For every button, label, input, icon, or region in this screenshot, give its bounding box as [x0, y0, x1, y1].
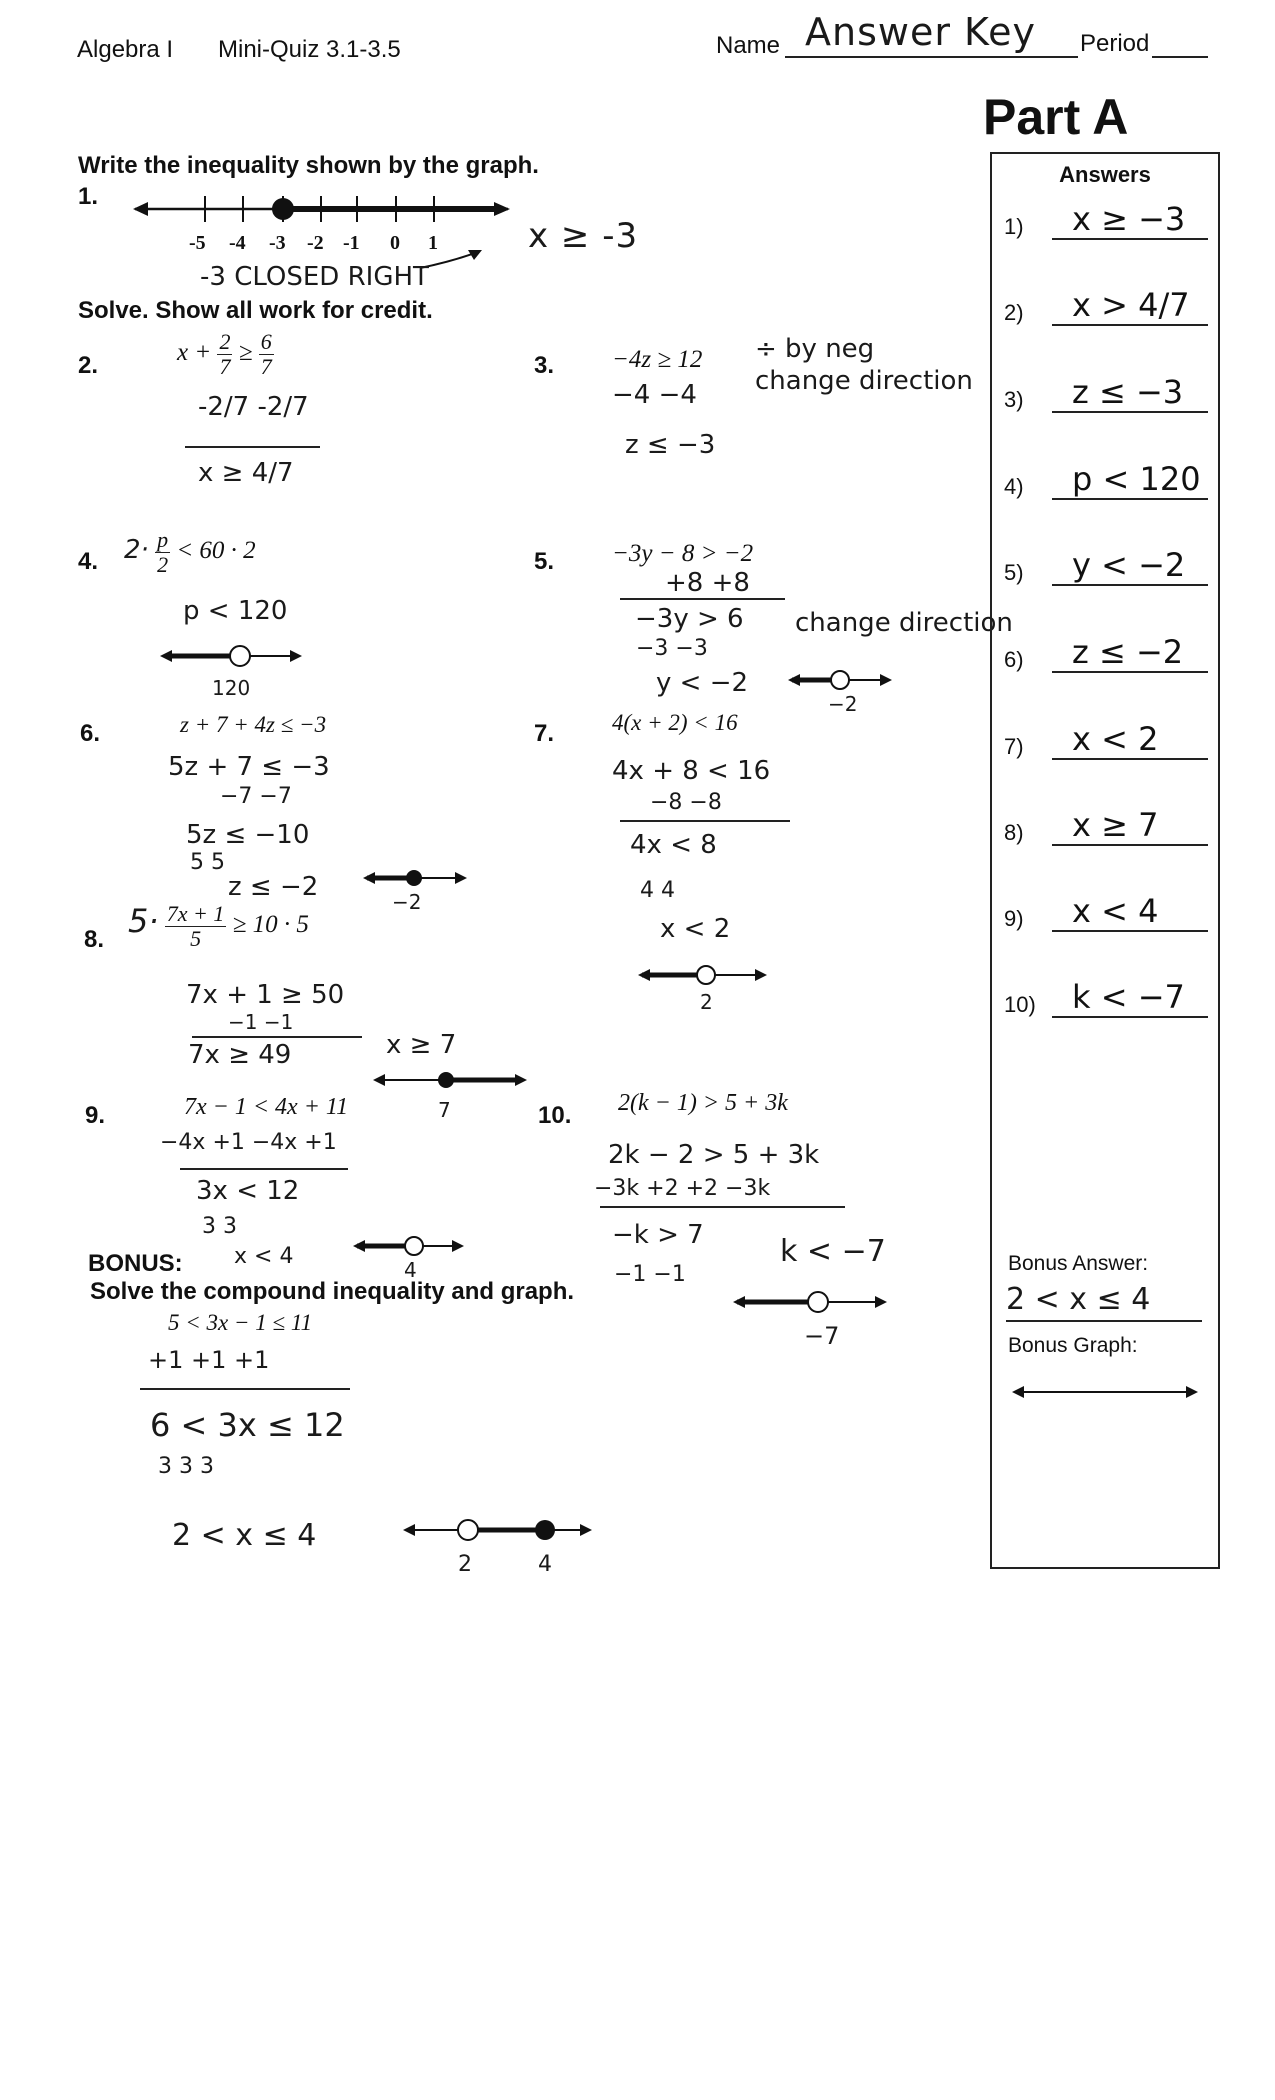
q1-tick-6: 1: [428, 232, 438, 254]
p3-note-2: change direction: [755, 366, 973, 396]
name-value: Answer Key: [805, 10, 1036, 54]
p8-work-1: 7x + 1 ≥ 50: [186, 980, 345, 1010]
bonus-answer-label: Bonus Answer:: [1008, 1252, 1149, 1275]
bonus-equation: 5 < 3x − 1 ≤ 11: [168, 1310, 313, 1335]
section2-instruction: Solve. Show all work for credit.: [78, 297, 433, 324]
p10-work-4: −1 −1: [614, 1262, 686, 1287]
p2-number: 2.: [78, 352, 99, 379]
bonus-work-4: 2 < x ≤ 4: [172, 1518, 317, 1553]
p5-number: 5.: [534, 548, 555, 575]
answer-number: 4): [1004, 474, 1024, 499]
answer-number: 9): [1004, 906, 1024, 931]
p9-work-4: x < 4: [234, 1244, 294, 1269]
p7-work-1: 4x + 8 < 16: [612, 756, 771, 786]
answer-number: 2): [1004, 300, 1024, 325]
answer-number: 3): [1004, 387, 1024, 412]
bonus-label: BONUS:: [88, 1250, 183, 1277]
q1-number: 1.: [78, 183, 99, 210]
p9-number: 9.: [85, 1102, 106, 1129]
p4-number: 4.: [78, 548, 99, 575]
p4-graph-label: 120: [212, 676, 251, 700]
p8-number: 8.: [84, 926, 105, 953]
answer-number: 10): [1004, 992, 1036, 1017]
answer-value: x > 4/7: [1052, 286, 1208, 326]
p5-equation: −3y − 8 > −2: [612, 540, 754, 567]
p7-equation: 4(x + 2) < 16: [612, 710, 738, 735]
bonus-graph-label: Bonus Graph:: [1008, 1334, 1138, 1357]
p8-graph-label: 7: [438, 1098, 451, 1122]
answer-value: x ≥ 7: [1052, 806, 1208, 846]
p4-work-1: p < 120: [183, 596, 288, 626]
name-label: Name: [716, 32, 781, 59]
bonus-answer-value: 2 < x ≤ 4: [1006, 1282, 1151, 1317]
q1-tick-3: -2: [307, 232, 324, 254]
p7-work-3: 4x < 8: [630, 830, 717, 860]
p3-number: 3.: [534, 352, 555, 379]
p6-work-4: 5 5: [190, 850, 225, 875]
bonus-work-3: 3 3 3: [158, 1454, 214, 1479]
p6-work-1: 5z + 7 ≤ −3: [168, 752, 330, 782]
bonus-work-1: +1 +1 +1: [148, 1346, 270, 1374]
p7-work-4: 4 4: [640, 878, 675, 903]
p9-work-1: −4x +1 −4x +1: [160, 1130, 337, 1155]
bonus-graph-label-2: 4: [538, 1552, 552, 1577]
p3-note-1: ÷ by neg: [755, 334, 875, 364]
q1-note: -3 CLOSED RIGHT: [200, 262, 429, 292]
p2-work-2: x ≥ 4/7: [198, 458, 294, 488]
p8-work-3: 7x ≥ 49: [188, 1040, 292, 1070]
bonus-work-2: 6 < 3x ≤ 12: [150, 1406, 345, 1444]
answer-value: k < −7: [1052, 978, 1208, 1018]
p8-work-2: −1 −1: [228, 1010, 294, 1034]
answers-panel: [990, 152, 1220, 1569]
p5-graph-label: −2: [828, 692, 858, 716]
p10-number: 10.: [538, 1102, 572, 1129]
p9-graph-label: 4: [404, 1258, 417, 1282]
p6-work-5: z ≤ −2: [228, 872, 319, 902]
q1-tick-1: -4: [229, 232, 246, 254]
p10-graph-label: −7: [804, 1322, 840, 1350]
p10-work-1: 2k − 2 > 5 + 3k: [608, 1140, 820, 1170]
p2-equation: x + $\frac{2}{7}$ ≥ $\frac{6}{7}$: [177, 329, 272, 379]
answer-value: x ≥ −3: [1052, 200, 1208, 240]
answer-value: z ≤ −3: [1052, 373, 1208, 413]
p5-work-4: y < −2: [656, 668, 749, 698]
bonus-graph-line: [992, 154, 1218, 1567]
p3-work-1: −4 −4: [612, 380, 697, 410]
p5-work-1: +8 +8: [665, 568, 750, 598]
p6-work-3: 5z ≤ −10: [186, 820, 310, 850]
section1-instruction: Write the inequality shown by the graph.: [78, 152, 539, 179]
part-title: Part A: [983, 89, 1129, 145]
p6-graph-label: −2: [392, 890, 422, 914]
p7-work-5: x < 2: [660, 914, 731, 944]
p6-number: 6.: [80, 720, 101, 747]
answer-value: y < −2: [1052, 546, 1208, 586]
p7-work-2: −8 −8: [650, 790, 722, 815]
p3-equation: −4z ≥ 12: [612, 346, 703, 373]
p3-work-2: z ≤ −3: [625, 430, 716, 460]
answer-number: 8): [1004, 820, 1024, 845]
p7-graph-label: 2: [700, 990, 713, 1014]
p9-work-2: 3x < 12: [196, 1176, 300, 1206]
p7-number: 7.: [534, 720, 555, 747]
course-title: Algebra I: [77, 36, 174, 63]
bonus-graph-label-1: 2: [458, 1552, 472, 1577]
p10-work-5: k < −7: [780, 1234, 886, 1269]
p2-work-1: -2/7 -2/7: [198, 392, 309, 422]
period-label: Period: [1080, 30, 1150, 57]
p5-work-2: −3y > 6: [635, 604, 744, 634]
p10-equation: 2(k − 1) > 5 + 3k: [618, 1090, 788, 1116]
p9-work-3: 3 3: [202, 1214, 237, 1239]
answer-value: p < 120: [1052, 460, 1208, 500]
q1-tick-5: 0: [390, 232, 400, 254]
p6-work-2: −7 −7: [220, 784, 292, 809]
quiz-title: Mini-Quiz 3.1-3.5: [218, 36, 401, 63]
p8-equation: 5· $\frac{7x + 1}{5}$ ≥ 10 · 5: [128, 901, 309, 951]
q1-tick-0: -5: [189, 232, 206, 254]
q1-tick-4: -1: [343, 232, 360, 254]
p9-equation: 7x − 1 < 4x + 11: [184, 1094, 349, 1120]
answers-title: Answers: [1059, 162, 1151, 187]
answer-number: 5): [1004, 560, 1024, 585]
p10-work-2: −3k +2 +2 −3k: [594, 1176, 771, 1201]
answer-value: z ≤ −2: [1052, 633, 1208, 673]
p6-equation: z + 7 + 4z ≤ −3: [180, 712, 327, 737]
p5-note: change direction: [795, 608, 1013, 638]
answer-number: 7): [1004, 734, 1024, 759]
p8-work-4: x ≥ 7: [386, 1030, 457, 1060]
answer-number: 1): [1004, 214, 1024, 239]
q1-work-answer: x ≥ -3: [528, 216, 639, 256]
bonus-instruction: Solve the compound inequality and graph.: [90, 1278, 575, 1305]
p4-equation: 2· $\frac{p}{2}$ < 60 · 2: [124, 527, 256, 577]
q1-tick-2: -3: [269, 232, 286, 254]
p10-work-3: −k > 7: [612, 1220, 704, 1250]
answer-value: x < 2: [1052, 720, 1208, 760]
p5-work-3: −3 −3: [636, 636, 708, 661]
answer-number: 6): [1004, 647, 1024, 672]
answer-value: x < 4: [1052, 892, 1208, 932]
